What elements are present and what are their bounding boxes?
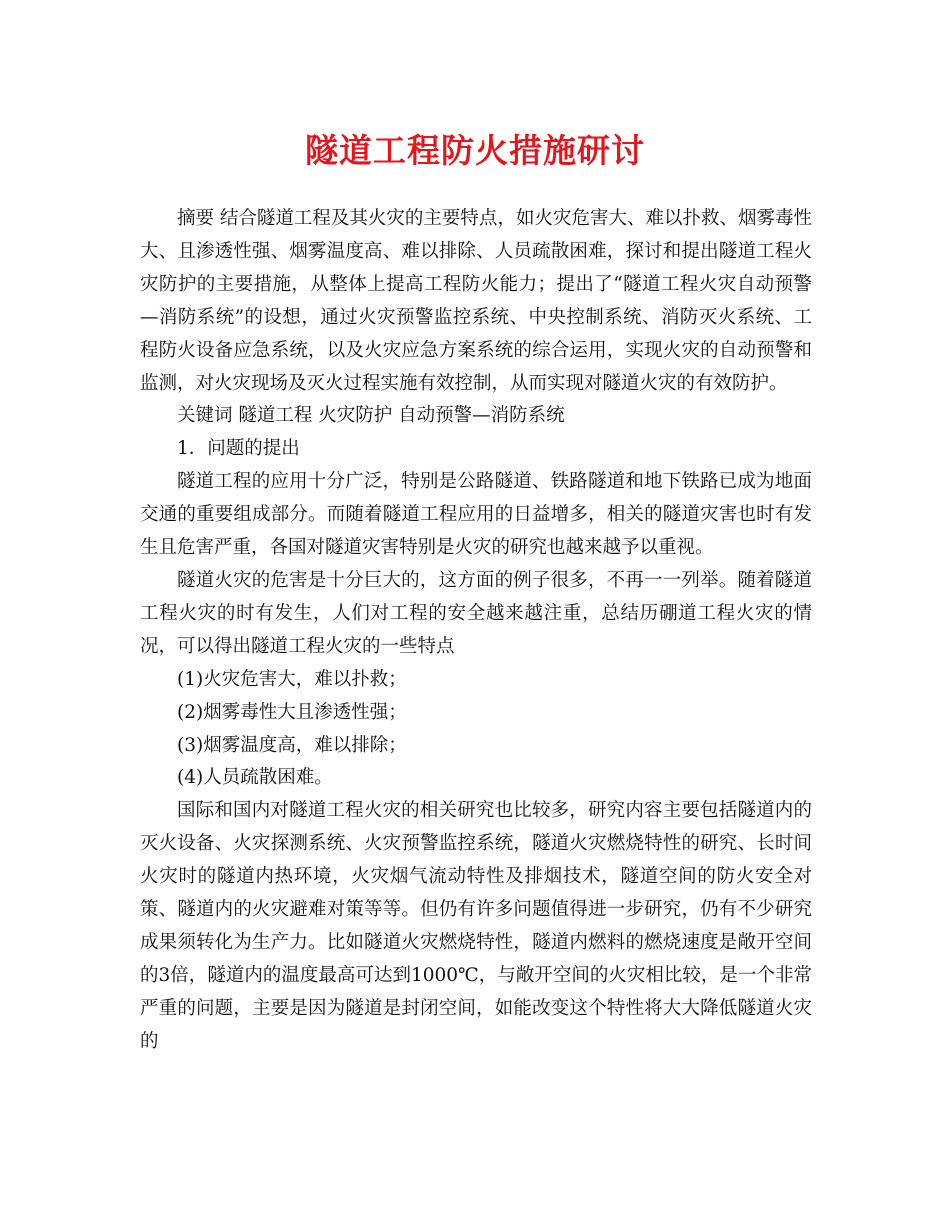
body-paragraph: 隧道火灾的危害是十分巨大的，这方面的例子很多，不再一一列举。随着隧道工程火灾的时有发生，人们对工程的安全越来越注重，总结历硼道工程火灾的情况，可以得出隧道工程火灾的一些特点	[140, 569, 812, 657]
abstract-paragraph: 摘要 结合隧道工程及其火灾的主要特点，如火灾危害大、难以扑救、烟雾毒性大、且渗透性强、烟雾温度高、难以排除、人员疏散困难，探讨和提出隧道工程火灾防护的主要措施，从整体上提高工程防火能力；提出了“隧道工程火灾自动预警—消防系统”的设想，通过火灾预警监控系统、中央控制系统、消防灭火系统、工程防火设备应急系统，以及火灾应急方案系统的综合运用，实现火灾的自动预警和监测，对火灾现场及灭火过程实施有效控制，从而实现对隧道火灾的有效防护。	[140, 208, 812, 394]
list-item: (4)人员疏散困难。	[177, 767, 333, 789]
section-heading: 1．问题的提出	[177, 438, 300, 460]
list-item: (3)烟雾温度高，难以排除；	[177, 734, 407, 756]
list-item: (2)烟雾毒性大且渗透性强；	[177, 701, 407, 723]
keywords-paragraph: 关键词 隧道工程 火灾防护 自动预警—消防系统	[177, 405, 565, 427]
list-item: (1)火灾危害大，难以扑救；	[177, 668, 407, 690]
document-body	[140, 203, 812, 1059]
body-paragraph: 隧道工程的应用十分广泛，特别是公路隧道、铁路隧道和地下铁路已成为地面交通的重要组成部分。而随着隧道工程应用的日益增多，相关的隧道灾害也时有发生且危害严重，各国对隧道灾害特别是火灾的研究也越来越予以重视。	[140, 471, 812, 559]
document-title: 隧道工程防火措施研讨	[305, 131, 645, 170]
body-paragraph: 国际和国内对隧道工程火灾的相关研究也比较多，研究内容主要包括隧道内的灭火设备、火灾探测系统、火灾预警监控系统，隧道火灾燃烧特性的研究、长时间火灾时的隧道内热环境，火灾烟气流动特性及排烟技术，隧道空间的防火安全对策、隧道内的火灾避难对策等等。但仍有许多问题值得进一步研究，仍有不少研究成果须转化为生产力。比如隧道火灾燃烧特性，隧道内燃料的燃烧速度是敞开空间的3倍，隧道内的温度最高可达到1000℃，与敞开空间的火灾相比较，是一个非常严重的问题，主要是因为隧道是封闭空间，如能改变这个特性将大大降低隧道火灾的	[140, 800, 812, 1052]
